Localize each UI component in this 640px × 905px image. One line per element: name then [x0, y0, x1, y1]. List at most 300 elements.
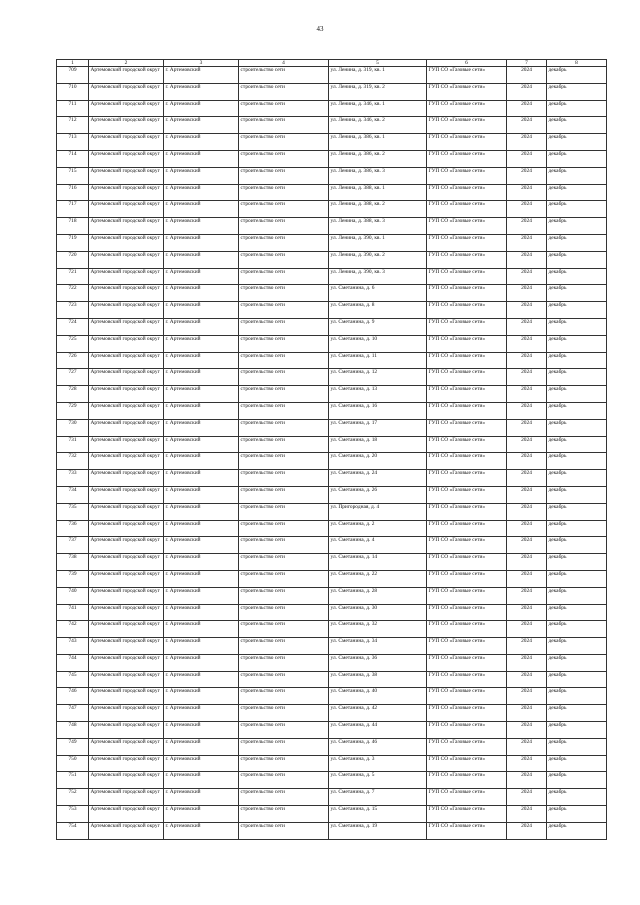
address-cell: ул. Сметанина, д. 16: [329, 402, 427, 419]
district-cell: Артемовский городской округ: [89, 722, 164, 739]
row-number-cell: 716: [57, 184, 89, 201]
district-cell: Артемовский городской округ: [89, 100, 164, 117]
column-header: 6: [427, 60, 507, 67]
row-number-cell: 728: [57, 386, 89, 403]
month-cell: декабрь: [547, 167, 607, 184]
month-cell: декабрь: [547, 789, 607, 806]
district-cell: Артемовский городской округ: [89, 789, 164, 806]
organization-cell: ГУП СО «Газовые сети»: [427, 285, 507, 302]
year-cell: 2024: [507, 150, 547, 167]
table-row: [57, 470, 607, 487]
month-cell: декабрь: [547, 218, 607, 235]
row-number-cell: 738: [57, 554, 89, 571]
organization-cell: ГУП СО «Газовые сети»: [427, 302, 507, 319]
district-cell: Артемовский городской округ: [89, 570, 164, 587]
table-row: [57, 738, 607, 755]
district-cell: Артемовский городской округ: [89, 251, 164, 268]
locality-cell: г. Артемовский: [164, 234, 239, 251]
locality-cell: г. Артемовский: [164, 570, 239, 587]
district-cell: Артемовский городской округ: [89, 638, 164, 655]
year-cell: 2024: [507, 503, 547, 520]
row-number-cell: 718: [57, 218, 89, 235]
work-type-cell: строительство сети: [239, 772, 329, 789]
column-header: 4: [239, 60, 329, 67]
year-cell: 2024: [507, 318, 547, 335]
month-cell: декабрь: [547, 638, 607, 655]
organization-cell: ГУП СО «Газовые сети»: [427, 234, 507, 251]
table-row: [57, 167, 607, 184]
locality-cell: г. Артемовский: [164, 638, 239, 655]
year-cell: 2024: [507, 638, 547, 655]
work-type-cell: строительство сети: [239, 722, 329, 739]
address-cell: ул. Ленина, д. 390, кв. 1: [329, 234, 427, 251]
row-number-cell: 740: [57, 587, 89, 604]
column-header: 8: [547, 60, 607, 67]
work-type-cell: строительство сети: [239, 100, 329, 117]
district-cell: Артемовский городской округ: [89, 285, 164, 302]
work-type-cell: строительство сети: [239, 117, 329, 134]
work-type-cell: строительство сети: [239, 789, 329, 806]
month-cell: декабрь: [547, 604, 607, 621]
address-cell: ул. Сметанина, д. 11: [329, 352, 427, 369]
organization-cell: ГУП СО «Газовые сети»: [427, 318, 507, 335]
year-cell: 2024: [507, 486, 547, 503]
locality-cell: г. Артемовский: [164, 688, 239, 705]
column-header: 2: [89, 60, 164, 67]
work-type-cell: строительство сети: [239, 822, 329, 839]
work-type-cell: строительство сети: [239, 688, 329, 705]
district-cell: Артемовский городской округ: [89, 671, 164, 688]
table-row: [57, 402, 607, 419]
address-cell: ул. Сметанина, д. 46: [329, 738, 427, 755]
district-cell: Артемовский городской округ: [89, 302, 164, 319]
district-cell: Артемовский городской округ: [89, 83, 164, 100]
row-number-cell: 733: [57, 470, 89, 487]
address-cell: ул. Ленина, д. 346, кв. 2: [329, 117, 427, 134]
address-cell: ул. Сметанина, д. 26: [329, 486, 427, 503]
organization-cell: ГУП СО «Газовые сети»: [427, 705, 507, 722]
organization-cell: ГУП СО «Газовые сети»: [427, 587, 507, 604]
district-cell: Артемовский городской округ: [89, 436, 164, 453]
organization-cell: ГУП СО «Газовые сети»: [427, 67, 507, 84]
work-type-cell: строительство сети: [239, 470, 329, 487]
organization-cell: ГУП СО «Газовые сети»: [427, 654, 507, 671]
locality-cell: г. Артемовский: [164, 789, 239, 806]
month-cell: декабрь: [547, 503, 607, 520]
address-cell: ул. Сметанина, д. 5: [329, 772, 427, 789]
work-type-cell: строительство сети: [239, 486, 329, 503]
locality-cell: г. Артемовский: [164, 285, 239, 302]
address-cell: ул. Сметанина, д. 40: [329, 688, 427, 705]
district-cell: Артемовский городской округ: [89, 369, 164, 386]
locality-cell: г. Артемовский: [164, 503, 239, 520]
organization-cell: ГУП СО «Газовые сети»: [427, 369, 507, 386]
table-row: [57, 318, 607, 335]
district-cell: Артемовский городской округ: [89, 67, 164, 84]
locality-cell: г. Артемовский: [164, 453, 239, 470]
district-cell: Артемовский городской округ: [89, 419, 164, 436]
row-number-cell: 743: [57, 638, 89, 655]
row-number-cell: 710: [57, 83, 89, 100]
month-cell: декабрь: [547, 100, 607, 117]
year-cell: 2024: [507, 554, 547, 571]
locality-cell: г. Артемовский: [164, 184, 239, 201]
organization-cell: ГУП СО «Газовые сети»: [427, 470, 507, 487]
address-cell: ул. Сметанина, д. 20: [329, 453, 427, 470]
row-number-cell: 747: [57, 705, 89, 722]
district-cell: Артемовский городской округ: [89, 268, 164, 285]
address-cell: ул. Сметанина, д. 3: [329, 755, 427, 772]
month-cell: декабрь: [547, 150, 607, 167]
year-cell: 2024: [507, 688, 547, 705]
organization-cell: ГУП СО «Газовые сети»: [427, 688, 507, 705]
year-cell: 2024: [507, 67, 547, 84]
work-type-cell: строительство сети: [239, 268, 329, 285]
locality-cell: г. Артемовский: [164, 352, 239, 369]
locality-cell: г. Артемовский: [164, 150, 239, 167]
table-row: [57, 604, 607, 621]
table-header-row: [57, 60, 607, 67]
address-cell: ул. Ленина, д. 346, кв. 1: [329, 100, 427, 117]
row-number-cell: 729: [57, 402, 89, 419]
year-cell: 2024: [507, 570, 547, 587]
organization-cell: ГУП СО «Газовые сети»: [427, 806, 507, 823]
row-number-cell: 711: [57, 100, 89, 117]
row-number-cell: 719: [57, 234, 89, 251]
year-cell: 2024: [507, 654, 547, 671]
year-cell: 2024: [507, 201, 547, 218]
organization-cell: ГУП СО «Газовые сети»: [427, 570, 507, 587]
address-cell: ул. Сметанина, д. 22: [329, 570, 427, 587]
row-number-cell: 734: [57, 486, 89, 503]
address-cell: ул. Сметанина, д. 32: [329, 621, 427, 638]
address-cell: ул. Пригородная, д. 4: [329, 503, 427, 520]
year-cell: 2024: [507, 352, 547, 369]
row-number-cell: 735: [57, 503, 89, 520]
month-cell: декабрь: [547, 268, 607, 285]
organization-cell: ГУП СО «Газовые сети»: [427, 772, 507, 789]
table-row: [57, 335, 607, 352]
district-cell: Артемовский городской округ: [89, 554, 164, 571]
organization-cell: ГУП СО «Газовые сети»: [427, 352, 507, 369]
work-type-cell: строительство сети: [239, 705, 329, 722]
month-cell: декабрь: [547, 402, 607, 419]
locality-cell: г. Артемовский: [164, 100, 239, 117]
month-cell: декабрь: [547, 705, 607, 722]
address-cell: ул. Ленина, д. 386, кв. 3: [329, 167, 427, 184]
year-cell: 2024: [507, 755, 547, 772]
locality-cell: г. Артемовский: [164, 671, 239, 688]
district-cell: Артемовский городской округ: [89, 503, 164, 520]
table-row: [57, 772, 607, 789]
organization-cell: ГУП СО «Газовые сети»: [427, 638, 507, 655]
month-cell: декабрь: [547, 318, 607, 335]
row-number-cell: 742: [57, 621, 89, 638]
work-type-cell: строительство сети: [239, 570, 329, 587]
work-type-cell: строительство сети: [239, 83, 329, 100]
work-type-cell: строительство сети: [239, 419, 329, 436]
locality-cell: г. Артемовский: [164, 251, 239, 268]
organization-cell: ГУП СО «Газовые сети»: [427, 671, 507, 688]
month-cell: декабрь: [547, 806, 607, 823]
work-type-cell: строительство сети: [239, 67, 329, 84]
work-type-cell: строительство сети: [239, 537, 329, 554]
month-cell: декабрь: [547, 772, 607, 789]
organization-cell: ГУП СО «Газовые сети»: [427, 503, 507, 520]
locality-cell: г. Артемовский: [164, 822, 239, 839]
table-row: [57, 285, 607, 302]
address-cell: ул. Ленина, д. 388, кв. 1: [329, 184, 427, 201]
locality-cell: г. Артемовский: [164, 806, 239, 823]
month-cell: декабрь: [547, 386, 607, 403]
table-row: [57, 638, 607, 655]
table-row: [57, 352, 607, 369]
district-cell: Артемовский городской округ: [89, 738, 164, 755]
district-cell: Артемовский городской округ: [89, 604, 164, 621]
gas-network-table: [56, 59, 607, 840]
year-cell: 2024: [507, 251, 547, 268]
district-cell: Артемовский городской округ: [89, 772, 164, 789]
row-number-cell: 752: [57, 789, 89, 806]
organization-cell: ГУП СО «Газовые сети»: [427, 486, 507, 503]
year-cell: 2024: [507, 218, 547, 235]
locality-cell: г. Артемовский: [164, 755, 239, 772]
address-cell: ул. Сметанина, д. 10: [329, 335, 427, 352]
row-number-cell: 730: [57, 419, 89, 436]
address-cell: ул. Ленина, д. 319, кв. 2: [329, 83, 427, 100]
organization-cell: ГУП СО «Газовые сети»: [427, 251, 507, 268]
table-row: [57, 251, 607, 268]
organization-cell: ГУП СО «Газовые сети»: [427, 419, 507, 436]
address-cell: ул. Ленина, д. 388, кв. 2: [329, 201, 427, 218]
table-row: [57, 822, 607, 839]
month-cell: декабрь: [547, 671, 607, 688]
locality-cell: г. Артемовский: [164, 722, 239, 739]
work-type-cell: строительство сети: [239, 386, 329, 403]
month-cell: декабрь: [547, 654, 607, 671]
address-cell: ул. Ленина, д. 390, кв. 3: [329, 268, 427, 285]
year-cell: 2024: [507, 520, 547, 537]
locality-cell: г. Артемовский: [164, 134, 239, 151]
locality-cell: г. Артемовский: [164, 268, 239, 285]
work-type-cell: строительство сети: [239, 554, 329, 571]
row-number-cell: 721: [57, 268, 89, 285]
locality-cell: г. Артемовский: [164, 587, 239, 604]
locality-cell: г. Артемовский: [164, 67, 239, 84]
table-row: [57, 520, 607, 537]
district-cell: Артемовский городской округ: [89, 822, 164, 839]
month-cell: декабрь: [547, 285, 607, 302]
table-row: [57, 419, 607, 436]
column-header: 1: [57, 60, 89, 67]
district-cell: Артемовский городской округ: [89, 318, 164, 335]
row-number-cell: 712: [57, 117, 89, 134]
district-cell: Артемовский городской округ: [89, 470, 164, 487]
locality-cell: г. Артемовский: [164, 167, 239, 184]
locality-cell: г. Артемовский: [164, 117, 239, 134]
table-row: [57, 83, 607, 100]
table-row: [57, 369, 607, 386]
table-row: [57, 537, 607, 554]
organization-cell: ГУП СО «Газовые сети»: [427, 134, 507, 151]
table-row: [57, 302, 607, 319]
year-cell: 2024: [507, 822, 547, 839]
year-cell: 2024: [507, 738, 547, 755]
year-cell: 2024: [507, 604, 547, 621]
row-number-cell: 725: [57, 335, 89, 352]
table-row: [57, 503, 607, 520]
organization-cell: ГУП СО «Газовые сети»: [427, 621, 507, 638]
month-cell: декабрь: [547, 822, 607, 839]
row-number-cell: 744: [57, 654, 89, 671]
locality-cell: г. Артемовский: [164, 419, 239, 436]
year-cell: 2024: [507, 671, 547, 688]
district-cell: Артемовский городской округ: [89, 167, 164, 184]
organization-cell: ГУП СО «Газовые сети»: [427, 335, 507, 352]
table-row: [57, 453, 607, 470]
table-row: [57, 755, 607, 772]
organization-cell: ГУП СО «Газовые сети»: [427, 520, 507, 537]
organization-cell: ГУП СО «Газовые сети»: [427, 402, 507, 419]
work-type-cell: строительство сети: [239, 621, 329, 638]
month-cell: декабрь: [547, 688, 607, 705]
work-type-cell: строительство сети: [239, 587, 329, 604]
year-cell: 2024: [507, 285, 547, 302]
month-cell: декабрь: [547, 184, 607, 201]
row-number-cell: 714: [57, 150, 89, 167]
locality-cell: г. Артемовский: [164, 335, 239, 352]
row-number-cell: 745: [57, 671, 89, 688]
locality-cell: г. Артемовский: [164, 470, 239, 487]
district-cell: Артемовский городской округ: [89, 352, 164, 369]
month-cell: декабрь: [547, 554, 607, 571]
locality-cell: г. Артемовский: [164, 83, 239, 100]
row-number-cell: 751: [57, 772, 89, 789]
work-type-cell: строительство сети: [239, 755, 329, 772]
table-row: [57, 134, 607, 151]
column-header: 3: [164, 60, 239, 67]
district-cell: Артемовский городской округ: [89, 218, 164, 235]
organization-cell: ГУП СО «Газовые сети»: [427, 117, 507, 134]
locality-cell: г. Артемовский: [164, 537, 239, 554]
work-type-cell: строительство сети: [239, 234, 329, 251]
address-cell: ул. Сметанина, д. 44: [329, 722, 427, 739]
locality-cell: г. Артемовский: [164, 738, 239, 755]
work-type-cell: строительство сети: [239, 134, 329, 151]
district-cell: Артемовский городской округ: [89, 117, 164, 134]
table-row: [57, 486, 607, 503]
year-cell: 2024: [507, 234, 547, 251]
table-row: [57, 654, 607, 671]
table-row: [57, 117, 607, 134]
organization-cell: ГУП СО «Газовые сети»: [427, 453, 507, 470]
table-row: [57, 184, 607, 201]
district-cell: Артемовский городской округ: [89, 688, 164, 705]
district-cell: Артемовский городской округ: [89, 134, 164, 151]
work-type-cell: строительство сети: [239, 806, 329, 823]
locality-cell: г. Артемовский: [164, 705, 239, 722]
table-row: [57, 554, 607, 571]
address-cell: ул. Сметанина, д. 14: [329, 554, 427, 571]
work-type-cell: строительство сети: [239, 318, 329, 335]
month-cell: декабрь: [547, 453, 607, 470]
organization-cell: ГУП СО «Газовые сети»: [427, 755, 507, 772]
month-cell: декабрь: [547, 621, 607, 638]
year-cell: 2024: [507, 167, 547, 184]
district-cell: Артемовский городской округ: [89, 486, 164, 503]
row-number-cell: 724: [57, 318, 89, 335]
work-type-cell: строительство сети: [239, 738, 329, 755]
year-cell: 2024: [507, 621, 547, 638]
organization-cell: ГУП СО «Газовые сети»: [427, 554, 507, 571]
month-cell: декабрь: [547, 419, 607, 436]
table-row: [57, 150, 607, 167]
address-cell: ул. Сметанина, д. 12: [329, 369, 427, 386]
district-cell: Артемовский городской округ: [89, 537, 164, 554]
row-number-cell: 749: [57, 738, 89, 755]
row-number-cell: 727: [57, 369, 89, 386]
year-cell: 2024: [507, 806, 547, 823]
month-cell: декабрь: [547, 201, 607, 218]
organization-cell: ГУП СО «Газовые сети»: [427, 604, 507, 621]
organization-cell: ГУП СО «Газовые сети»: [427, 386, 507, 403]
work-type-cell: строительство сети: [239, 671, 329, 688]
month-cell: декабрь: [547, 470, 607, 487]
address-cell: ул. Ленина, д. 388, кв. 3: [329, 218, 427, 235]
month-cell: декабрь: [547, 722, 607, 739]
locality-cell: г. Артемовский: [164, 621, 239, 638]
organization-cell: ГУП СО «Газовые сети»: [427, 436, 507, 453]
district-cell: Артемовский городской округ: [89, 705, 164, 722]
address-cell: ул. Сметанина, д. 42: [329, 705, 427, 722]
month-cell: декабрь: [547, 738, 607, 755]
year-cell: 2024: [507, 436, 547, 453]
district-cell: Артемовский городской округ: [89, 755, 164, 772]
row-number-cell: 713: [57, 134, 89, 151]
work-type-cell: строительство сети: [239, 167, 329, 184]
year-cell: 2024: [507, 184, 547, 201]
table-row: [57, 789, 607, 806]
year-cell: 2024: [507, 268, 547, 285]
work-type-cell: строительство сети: [239, 604, 329, 621]
month-cell: декабрь: [547, 117, 607, 134]
district-cell: Артемовский городской округ: [89, 806, 164, 823]
month-cell: декабрь: [547, 436, 607, 453]
organization-cell: ГУП СО «Газовые сети»: [427, 100, 507, 117]
work-type-cell: строительство сети: [239, 335, 329, 352]
address-cell: ул. Ленина, д. 386, кв. 2: [329, 150, 427, 167]
locality-cell: г. Артемовский: [164, 486, 239, 503]
organization-cell: ГУП СО «Газовые сети»: [427, 822, 507, 839]
column-header: 7: [507, 60, 547, 67]
table-row: [57, 570, 607, 587]
address-cell: ул. Сметанина, д. 15: [329, 806, 427, 823]
work-type-cell: строительство сети: [239, 201, 329, 218]
year-cell: 2024: [507, 419, 547, 436]
year-cell: 2024: [507, 369, 547, 386]
work-type-cell: строительство сети: [239, 520, 329, 537]
month-cell: декабрь: [547, 335, 607, 352]
address-cell: ул. Ленина, д. 319, кв. 1: [329, 67, 427, 84]
row-number-cell: 750: [57, 755, 89, 772]
year-cell: 2024: [507, 772, 547, 789]
table-row: [57, 268, 607, 285]
locality-cell: г. Артемовский: [164, 318, 239, 335]
month-cell: декабрь: [547, 234, 607, 251]
table-row: [57, 621, 607, 638]
locality-cell: г. Артемовский: [164, 201, 239, 218]
district-cell: Артемовский городской округ: [89, 201, 164, 218]
